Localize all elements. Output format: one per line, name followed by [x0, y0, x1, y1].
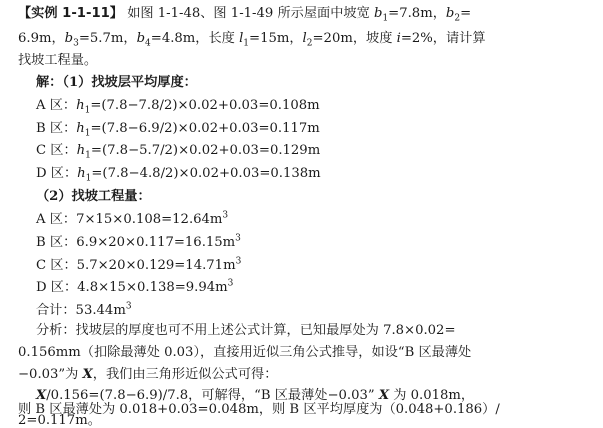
solution-heading: 解：（1）找坡层平均厚度：: [36, 75, 197, 90]
example-header-line-1: 【实例 1-1-11】 如图 1-1-48、图 1-1-49 所示屋面中坡宽 $b_1=7.8m$，$b_2=$: [18, 6, 472, 24]
quantity-row: A 区：$7\times 15\times 0.108=12.64m^3$: [36, 210, 229, 227]
example-tag: 【实例 1-1-11】: [18, 6, 123, 21]
example-header-line-2: 6.9m，$b_3=5.7m$，$b_4=4.8m$，长度 $l_1=15m$，$l_2=20m$，坡度 i=2%，请计算: [18, 31, 486, 49]
quantity-row: D 区：$4.8\times 15\times 0.138=9.94m^3$: [36, 278, 234, 295]
quantity-row: C 区：$5.7\times 20\times 0.129=14.71m^3$: [36, 256, 242, 273]
analysis-line-2: 0.156mm（扣除最薄处 0.03），直接用近似三角公式推导，如设“B 区最薄处: [18, 345, 472, 360]
analysis-line-1: 分析：找坡层的厚度也可不用上述公式计算，已知最厚处为 7.8×0.02=: [36, 323, 456, 338]
thickness-row: D 区：$h_1=(7.8-4.8/2)\times 0.02+0.03=0.138m$: [36, 166, 321, 184]
analysis-line-4: X/0.156=(7.8−6.9)/7.8，可解得，“B 区最薄处−0.03” X 为 0.018m，: [36, 388, 475, 403]
thickness-row: B 区：$h_1=(7.8-6.9/2)\times 0.02+0.03=0.117m$: [36, 121, 320, 139]
thickness-row: A 区：$h_1=(7.8-7.8/2)\times 0.02+0.03=0.108m$: [36, 98, 320, 116]
example-header-line-3: 找坡工程量。: [18, 53, 98, 68]
analysis-line-6: 2=0.117m。: [18, 413, 101, 428]
analysis-line-3: −0.03”为 X，我们由三角形近似公式可得：: [18, 367, 278, 382]
total-row: 合计：$53.44m^3$: [36, 301, 132, 318]
thickness-row: C 区：$h_1=(7.8-5.7/2)\times 0.02+0.03=0.129m$: [36, 143, 321, 161]
analysis-line-5: 则 B 区最薄处为 0.018+0.03=0.048m，则 B 区平均厚度为（0.048+0.186）/: [18, 402, 500, 417]
quantity-row: B 区：$6.9\times 20\times 0.117=16.15m^3$: [36, 233, 241, 250]
quantity-heading: （2）找坡工程量：: [36, 189, 151, 204]
